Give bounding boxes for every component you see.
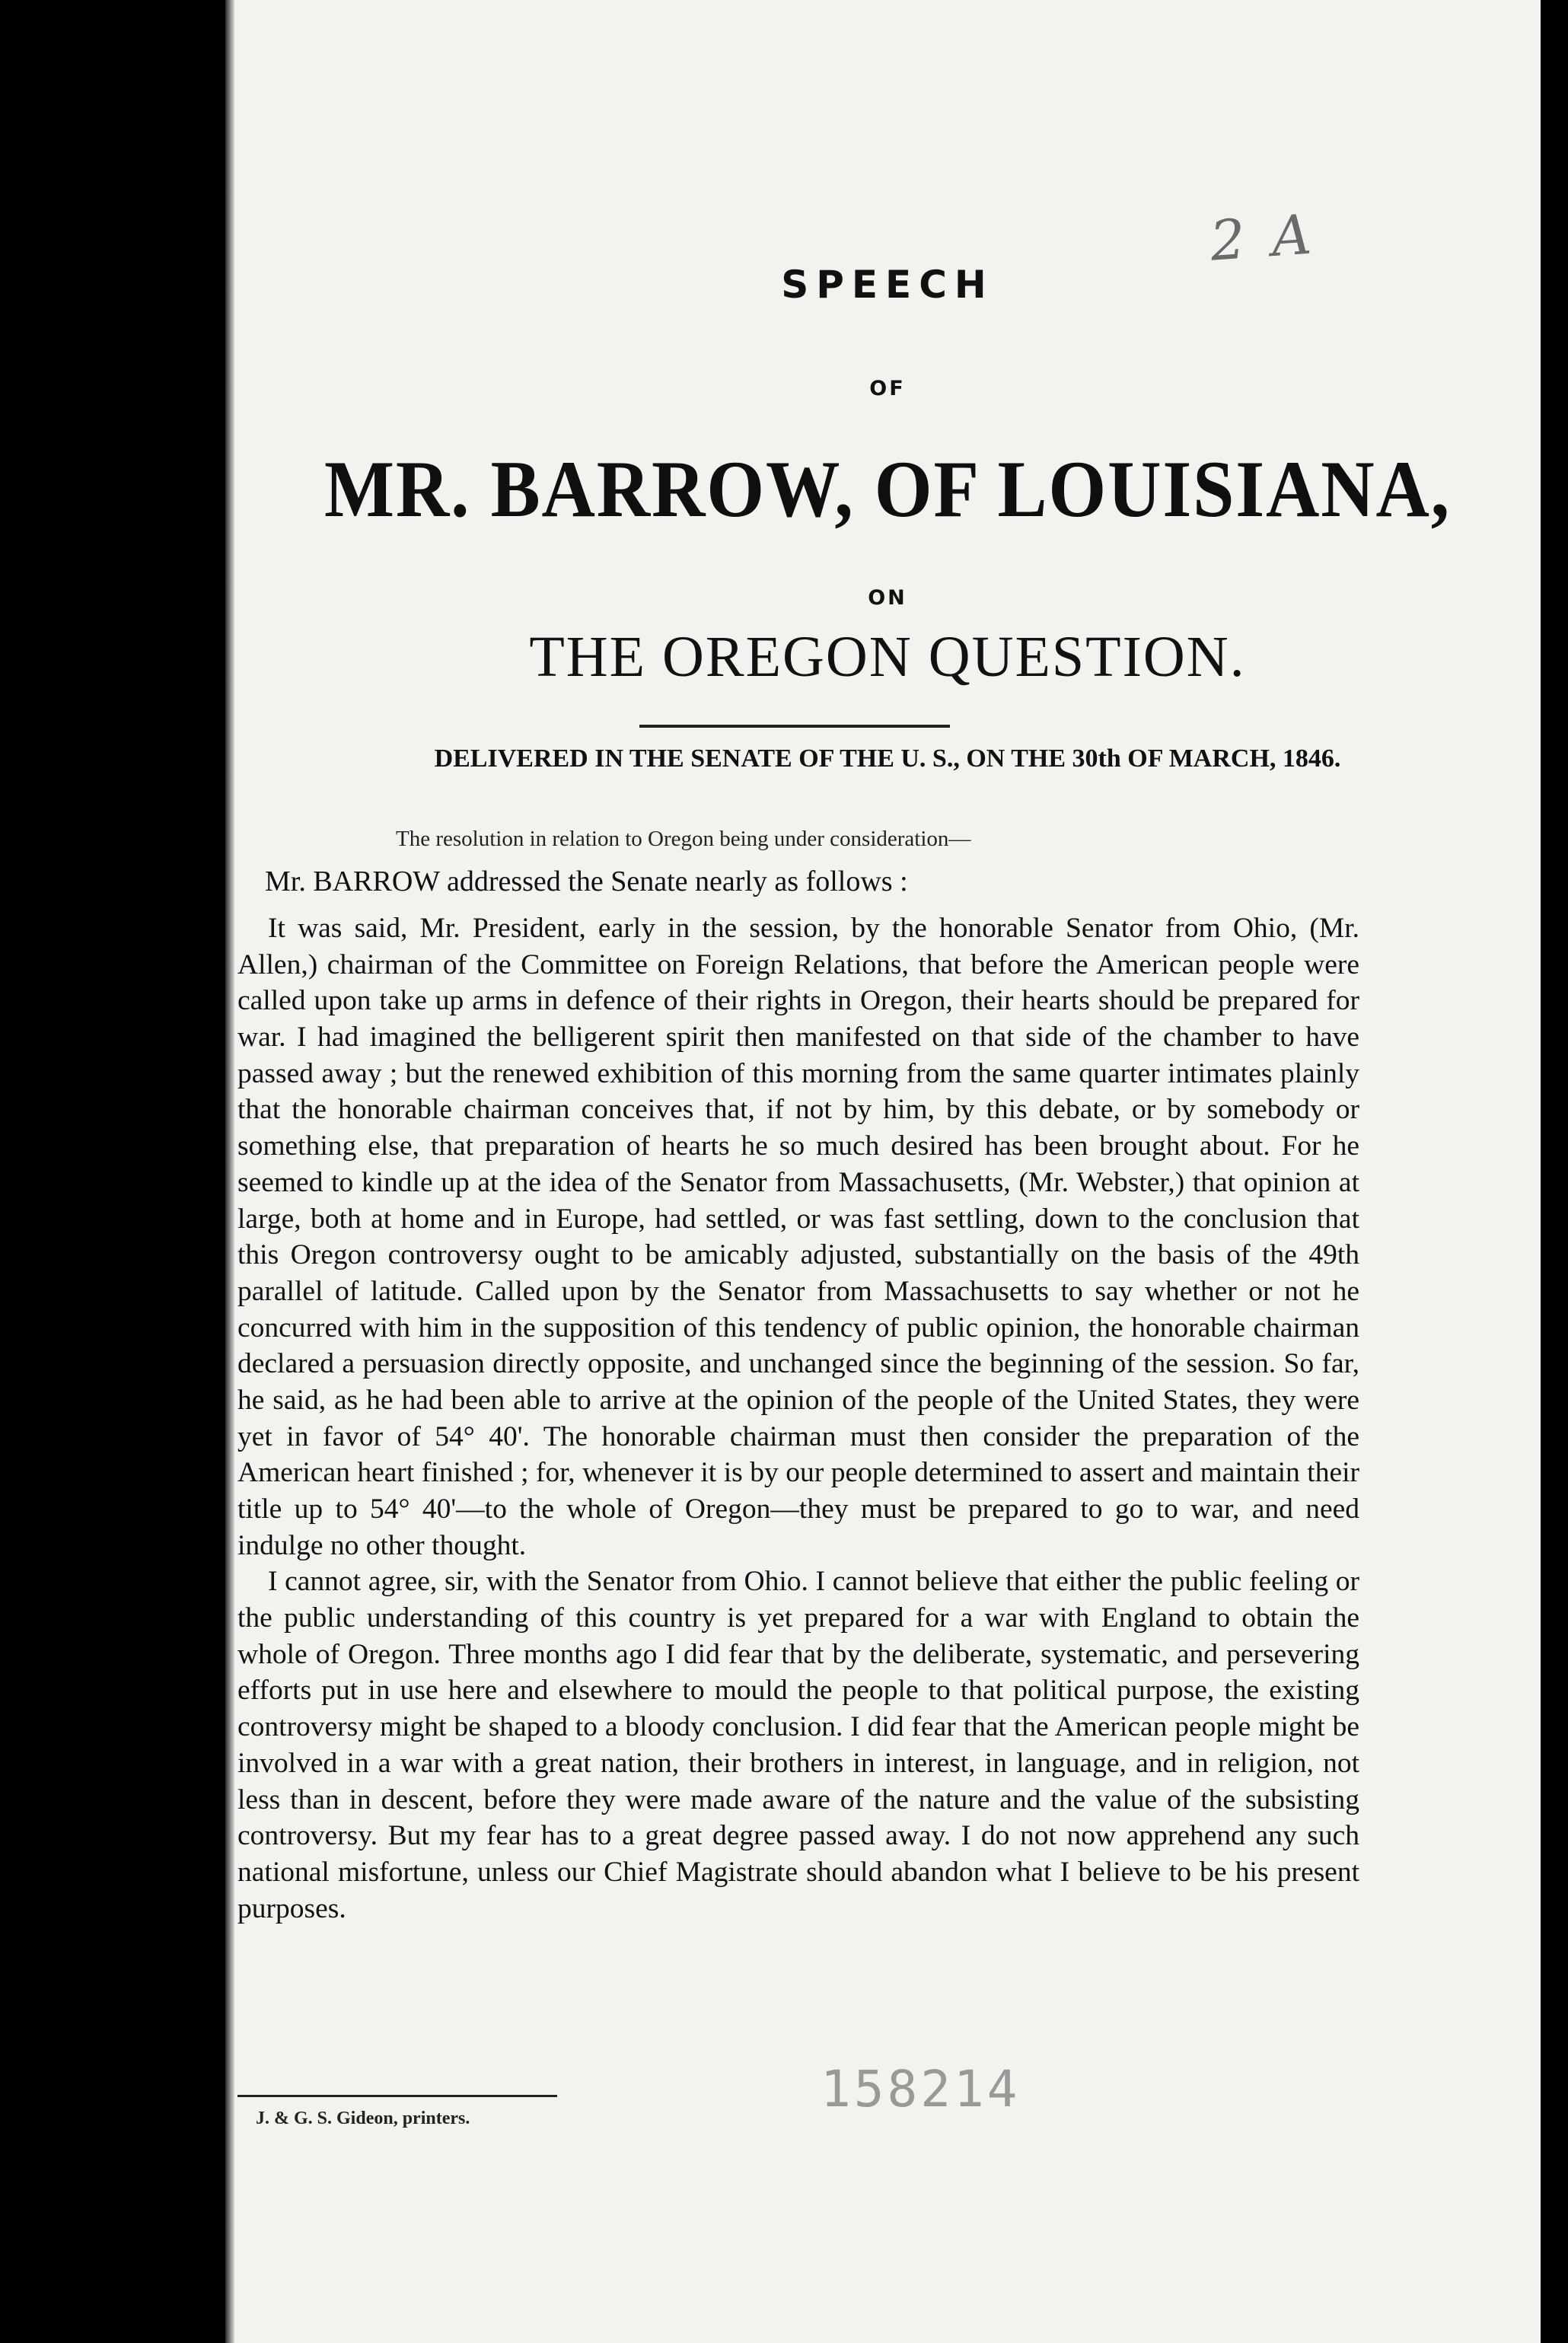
heading-subject: THE OREGON QUESTION. <box>529 625 1246 689</box>
heading-speaker: MR. BARROW, OF LOUISIANA, <box>323 445 1452 534</box>
heading-divider <box>639 725 950 728</box>
paragraph-2: I cannot agree, sir, with the Senator from Ohio. I cannot believe that either the public feeling or the public understanding of this country is yet prepared for a war with England to obtain the whole of Oregon. Three months ago I did fear that by the deliberate, systematic, and persevering efforts put in use here and elsewhere to mould the people to that political purpose, the existing controversy might be shaped to a bloody conclusion. I did fear that the American people might be involved in a war with a great nation, their brothers in interest, in language, and in religion, not less than in descent, before they were made aware of the nature and the value of the subsisting controversy. But my fear has to a great degree passed away. I do not now apprehend any such national misfortune, unless our Chief Magistrate should abandon what I believe to be his present purposes. <box>237 1566 1359 1924</box>
scan-border-edge <box>225 0 234 2343</box>
scan-border-right <box>1541 0 1568 2343</box>
speech-body <box>237 910 1359 1927</box>
heading-of: OF <box>869 377 906 400</box>
catalog-stamp: 158214 <box>821 2060 1021 2118</box>
printer-credit: J. & G. S. Gideon, printers. <box>256 2109 470 2128</box>
footer-divider <box>237 2095 557 2097</box>
paragraph-1: It was said, Mr. President, early in the session, by the honorable Senator from Ohio, (Mr. Allen,) chairman of the Committee on Foreign Relations, that before the American people were called upon take up arms in defence of their rights in Oregon, their hearts should be prepared for war. I had imagined the belligerent spirit then manifested on that side of the chamber to have passed away ; but the renewed exhibition of this morning from the same quarter intimates plainly that the honorable chairman conceives that, if not by him, by this debate, or by somebody or something else, that preparation of hearts he so much desired has been brought about. For he seemed to kindle up at the idea of the Senator from Massachusetts, (Mr. Webster,) that opinion at large, both at home and in Europe, had settled, or was fast settling, down to the conclusion that this Oregon controversy ought to be amicably adjusted, substantially on the basis of the 49th parallel of latitude. Called upon by the Senator from Massachusetts to say whether or not he concurred with him in the supposition of this tendency of public opinion, the honorable chairman declared a persuasion directly opposite, and unchanged since the beginning of the session. So far, he said, as he had been able to arrive at the opinion of the people of the United States, they were yet in favor of 54° 40'. The honorable chairman must then consider the preparation of the American heart finished ; for, whenever it is by our people determined to assert and maintain their title up to 54° 40'—to the whole of Oregon—they must be prepared to go to war, and need indulge no other thought. <box>237 913 1359 1561</box>
delivery-line: DELIVERED IN THE SENATE OF THE U. S., ON THE 30th OF MARCH, 1846. <box>434 744 1341 773</box>
heading-speech: SPEECH <box>781 263 994 307</box>
intro-line: Mr. BARROW addressed the Senate nearly as follows : <box>265 865 908 897</box>
handwritten-mark: 2 A <box>1208 202 1318 273</box>
heading-on: ON <box>868 586 907 610</box>
resolution-note: The resolution in relation to Oregon being under consideration— <box>396 827 971 851</box>
scan-border-left <box>0 0 225 2343</box>
